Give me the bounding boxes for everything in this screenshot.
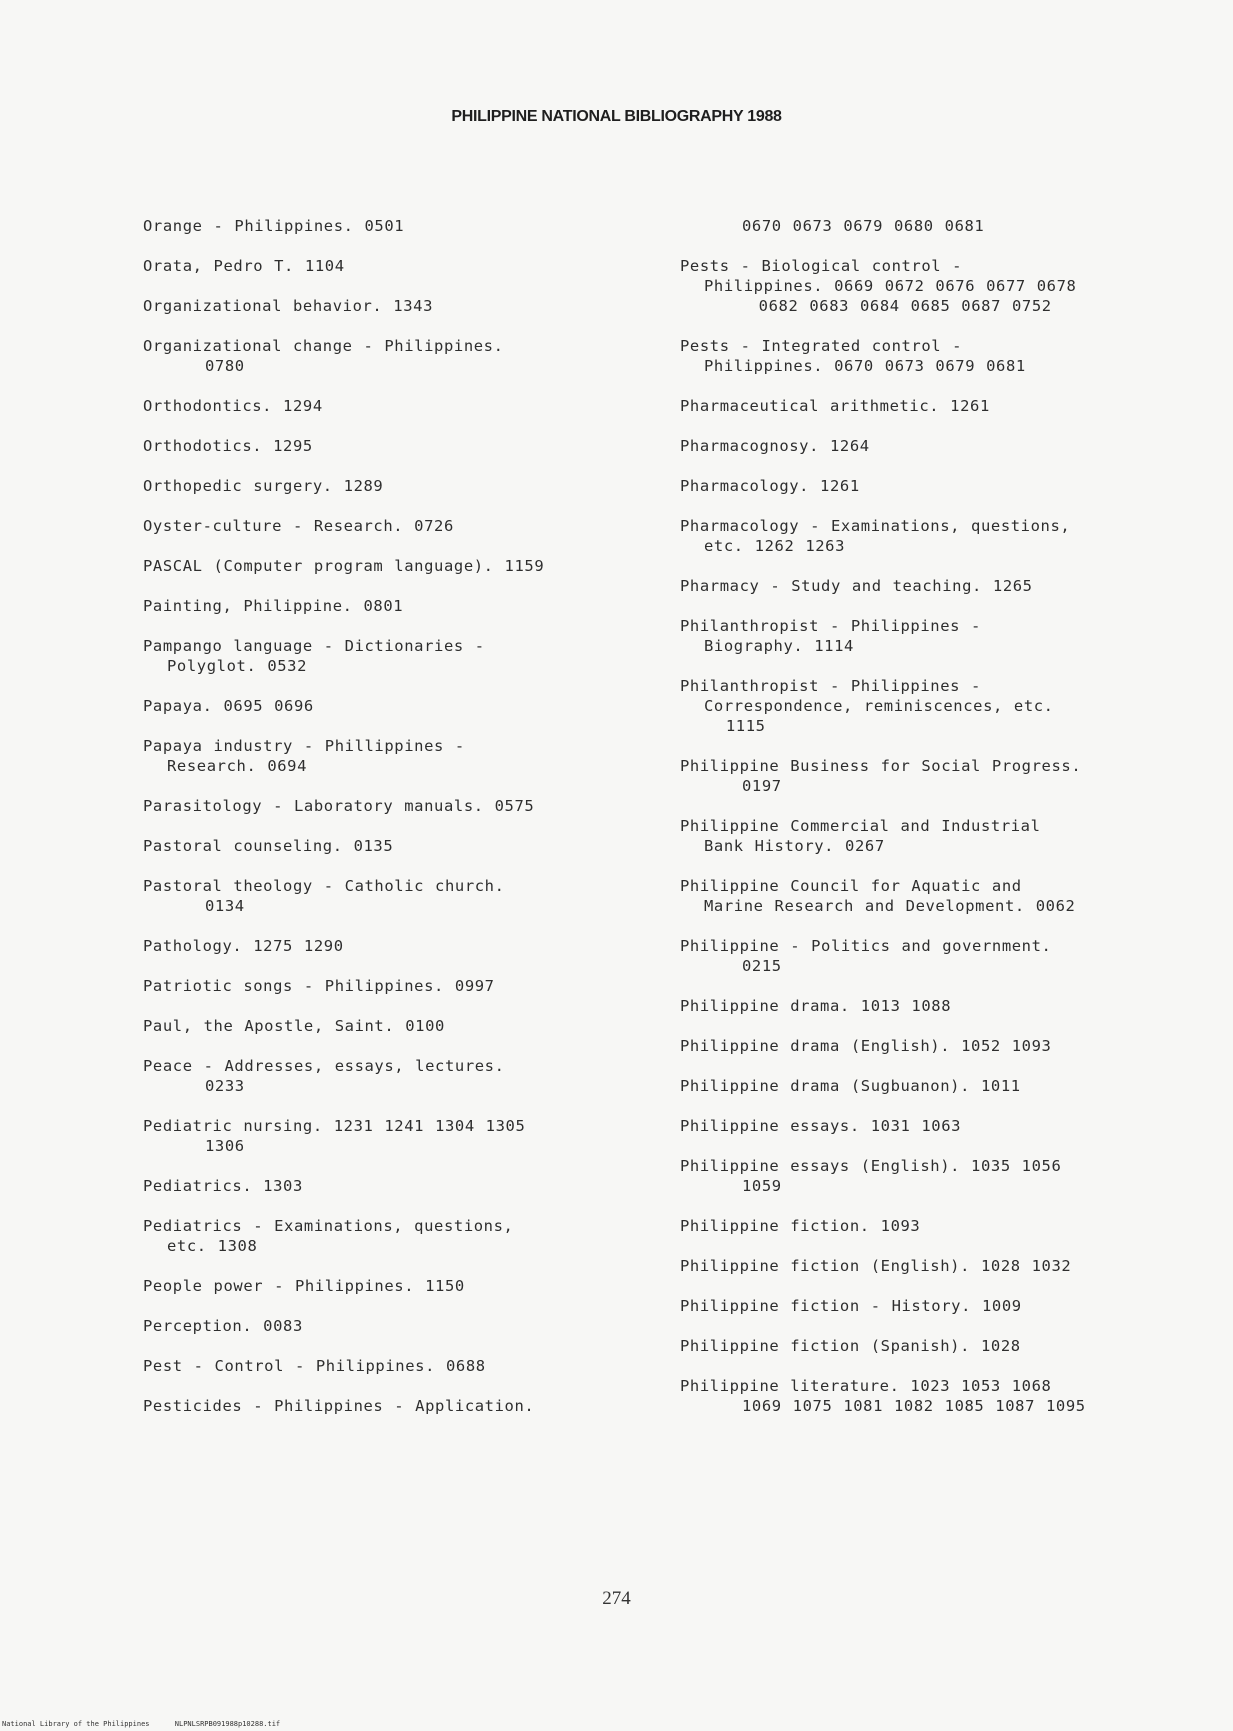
- index-entry: Orthopedic surgery. 1289: [143, 477, 384, 495]
- index-entry: Philippine fiction (Spanish). 1028: [680, 1337, 1021, 1355]
- index-entry: Philippine essays. 1031 1063: [680, 1117, 962, 1135]
- index-entry: Pesticides - Philippines - Application.: [143, 1397, 535, 1415]
- index-entry: Orata, Pedro T. 1104: [143, 257, 345, 275]
- index-entry: PASCAL (Computer program language). 1159: [143, 557, 545, 575]
- scan-source-note: National Library of the Philippines NLPNLSRPB091988p10288.tif: [2, 1720, 281, 1728]
- index-entry: Painting, Philippine. 0801: [143, 597, 404, 615]
- index-entry: Philippine drama (English). 1052 1093: [680, 1037, 1052, 1055]
- index-entry: Philippine Commercial and Industrial Bank History. 0267: [680, 817, 1041, 855]
- index-entry: Philippine fiction (English). 1028 1032: [680, 1257, 1072, 1275]
- index-entry: Pediatrics - Examinations, questions, etc. 1308: [143, 1217, 514, 1255]
- index-entry: Perception. 0083: [143, 1317, 303, 1335]
- index-entry: Pathology. 1275 1290: [143, 937, 344, 955]
- index-entry: Pastoral theology - Catholic church. 0134: [143, 877, 505, 915]
- page-title: PHILIPPINE NATIONAL BIBLIOGRAPHY 1988: [451, 108, 782, 125]
- index-entry: Philippine - Politics and government. 0215: [680, 937, 1052, 975]
- index-entry: Pharmaceutical arithmetic. 1261: [680, 397, 990, 415]
- index-entry: Pastoral counseling. 0135: [143, 837, 394, 855]
- index-entry: Patriotic songs - Philippines. 0997: [143, 977, 495, 995]
- index-entry: People power - Philippines. 1150: [143, 1277, 465, 1295]
- index-entry: Papaya. 0695 0696: [143, 697, 314, 715]
- index-entry: Orthodontics. 1294: [143, 397, 323, 415]
- page-number: 274: [602, 1588, 631, 1609]
- index-column-right: [680, 216, 1180, 1436]
- index-entry: Pediatric nursing. 1231 1241 1304 1305 1306: [143, 1117, 526, 1155]
- index-entry: Philippine essays (English). 1035 1056 1059: [680, 1157, 1062, 1195]
- index-entry: Organizational behavior. 1343: [143, 297, 434, 315]
- index-entry: Philippine drama. 1013 1088: [680, 997, 952, 1015]
- index-entry: Pharmacognosy. 1264: [680, 437, 870, 455]
- index-entry: Philippine fiction - History. 1009: [680, 1297, 1022, 1315]
- index-entry: Philanthropist - Philippines - Biography. 1114: [680, 617, 981, 655]
- index-entry: Pest - Control - Philippines. 0688: [143, 1357, 486, 1375]
- index-entry: Orange - Philippines. 0501: [143, 217, 405, 235]
- index-column-left: [143, 216, 663, 1436]
- index-entry: Pharmacology - Examinations, questions, etc. 1262 1263: [680, 517, 1071, 555]
- index-entry: 0670 0673 0679 0680 0681: [742, 217, 985, 235]
- index-entry: Philippine fiction. 1093: [680, 1217, 921, 1235]
- index-entry: Papaya industry - Phillippines - Research. 0694: [143, 737, 465, 775]
- index-entry: Pharmacology. 1261: [680, 477, 860, 495]
- index-entry: Peace - Addresses, essays, lectures. 0233: [143, 1057, 505, 1095]
- index-entry: Organizational change - Philippines. 0780: [143, 337, 504, 375]
- index-entry: Pests - Biological control - Philippines. 0669 0672 0676 0677 0678 0682 0683 0684 0685 0687 0752: [680, 257, 1077, 315]
- index-entry: Oyster-culture - Research. 0726: [143, 517, 454, 535]
- index-entry: Pests - Integrated control - Philippines. 0670 0673 0679 0681: [680, 337, 1026, 375]
- index-entry: Pharmacy - Study and teaching. 1265: [680, 577, 1033, 595]
- index-entry: Pampango language - Dictionaries - Polyglot. 0532: [143, 637, 485, 675]
- index-entry: Philippine literature. 1023 1053 1068 1069 1075 1081 1082 1085 1087 1095: [680, 1377, 1086, 1415]
- index-entry: Parasitology - Laboratory manuals. 0575: [143, 797, 535, 815]
- index-entry: Orthodotics. 1295: [143, 437, 313, 455]
- index-entry: Pediatrics. 1303: [143, 1177, 303, 1195]
- index-entry: Paul, the Apostle, Saint. 0100: [143, 1017, 445, 1035]
- index-entry: Philippine drama (Sugbuanon). 1011: [680, 1077, 1021, 1095]
- index-entry: Philippine Council for Aquatic and Marine Research and Development. 0062: [680, 877, 1076, 915]
- index-entry: Philippine Business for Social Progress. 0197: [680, 757, 1082, 795]
- index-entry: Philanthropist - Philippines - Correspondence, reminiscences, etc. 1115: [680, 677, 1054, 735]
